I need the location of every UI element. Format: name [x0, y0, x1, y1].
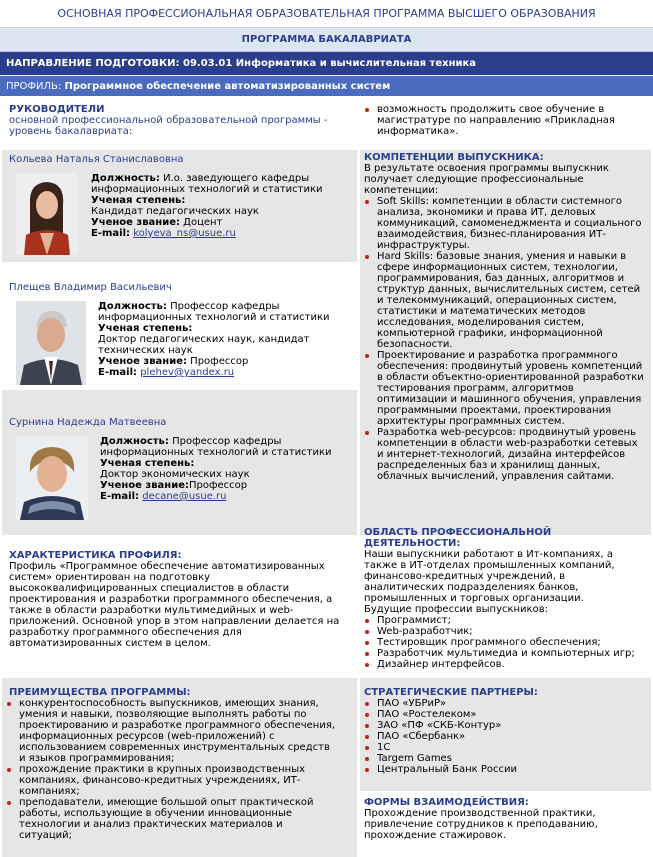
list-item: Разработчик мультимедиа и компьютерных игр; [360, 648, 647, 659]
partners-section [360, 678, 651, 791]
advantages-section [2, 678, 357, 857]
person-name: Плещев Владимир Васильевич [9, 282, 172, 293]
list-item: Центральный Банк России [360, 764, 647, 775]
partners-title: СТРАТЕГИЧЕСКИЕ ПАРТНЕРЫ: [364, 687, 538, 698]
position-value: Профессор кафедры информационных технологий и статистики [100, 436, 332, 458]
position-value: Профессор кафедры информационных технологий и статистики [98, 301, 330, 323]
professions-intro: Будущие профессии выпускников: [364, 604, 548, 615]
professional-area-text: Наши выпускники работают в Ит-компаниях, а также в ИТ-отделах промышленных компаний, финансово-кредитных учреждений, в аналитических подразделениях банков, промышленных и торговых организации. [364, 549, 615, 604]
degree-label: Ученая степень: [100, 458, 195, 469]
profile-characteristic-title: ХАРАКТЕРИСТИКА ПРОФИЛЯ: [9, 550, 182, 561]
list-item: возможность продолжить свое обучение в магистратуре по направлению «Прикладная информатика». [360, 104, 630, 137]
email-link[interactable]: decane@usue.ru [142, 491, 227, 502]
rank-value: Профессор [190, 356, 249, 367]
person-name: Кольева Наталья Станиславовна [9, 154, 184, 165]
list-item: Web-разработчик; [360, 626, 647, 637]
list-item: Разработка web-ресурсов: продвинутый уровень компетенции в области web-разработки сетевых и интернет-технологий, дизайна интерфейсов распределенных баз и хранилищ данных, облачных вычислений, управления сайтами. [360, 427, 647, 482]
leaders-subtitle: основной профессиональной образовательной программы - уровень бакалавриата: [9, 115, 328, 137]
advantages-list [2, 698, 337, 841]
position-value: И.о. заведующего кафедры информационных технологий и статистики [91, 173, 323, 195]
degree-value: Доктор экономических наук [100, 469, 250, 480]
position-label: Должность: [100, 436, 169, 447]
program-level: ПРОГРАММА БАКАЛАВРИАТА [0, 28, 653, 52]
master-list [360, 104, 630, 137]
professional-area-title: ОБЛАСТЬ ПРОФЕССИОНАЛЬНОЙ ДЕЯТЕЛЬНОСТИ: [364, 527, 552, 549]
list-item: ПАО «УБРиР» [360, 698, 647, 709]
degree-label: Ученая степень: [91, 195, 186, 206]
profile-characteristic-text: Профиль «Программное обеспечение автоматизированных систем» ориентирован на подготовку высококвалифицированных специалистов в области проектирования и разработки программного обеспечения, а также в области разработки мультимедийных и web-приложений. Основной упор в этом направлении делается на разработку программного обеспечения для автоматизированных систем в целом. [9, 561, 340, 649]
list-item: ПАО «Ростелеком» [360, 709, 647, 720]
interaction-section [360, 794, 651, 857]
list-item: 1С [360, 742, 647, 753]
email-label: E-mail: [91, 228, 131, 239]
portrait-image [16, 301, 86, 385]
degree-value: Кандидат педагогических наук [91, 206, 259, 217]
list-item: конкурентоспособность выпускников, имеющих знания, умения и навыки, позволяющие выполнять работы по проектированию и разработке программного обеспечения, информационных ресурсов (web-приложений) с использованием современных инструментальных средств и языков программирования; [2, 698, 337, 764]
professions-list [360, 615, 647, 670]
list-item: Soft Skills: компетенции в области системного анализа, экономики и права ИТ, деловых коммуникаций, самоменеджмента и социального взаимодействия, бизнес-планирования ИТ-инфраструктуры. [360, 196, 647, 251]
email-link[interactable]: kolyeva_ns@usue.ru [133, 228, 236, 239]
list-item: Дизайнер интерфейсов. [360, 659, 647, 670]
list-item: Hard Skills: базовые знания, умения и навыки в сфере информационных систем, технологии, программирования, баз данных, алгоритмов и структур данных, вычислительных систем, сетей и телекоммуникаций, операционных систем, статистики и математических методов исследования, моделирования систем, компьютерной графики, информационной безопасности. [360, 251, 647, 350]
leaders-section [2, 104, 357, 152]
person-card [2, 390, 357, 535]
person-card [2, 265, 357, 387]
person-info [91, 173, 351, 239]
competencies-title: КОМПЕТЕНЦИИ ВЫПУСКНИКА: [364, 152, 544, 163]
list-item: Тестировщик программного обеспечения; [360, 637, 647, 648]
content-grid [0, 97, 653, 857]
direction-label: НАПРАВЛЕНИЕ ПОДГОТОВКИ: [6, 58, 180, 69]
competencies-intro: В результате освоения программы выпускник получает следующие профессиональные компетенции: [364, 163, 609, 196]
profile-band [0, 75, 653, 96]
list-item: преподаватели, имеющие большой опыт практической работы, использующие в обучении инновационные технологии и анализ практических материалов и ситуаций; [2, 797, 337, 841]
degree-value: Доктор педагогических наук, кандидат технических наук [98, 334, 310, 356]
partners-list [360, 698, 647, 775]
master-section [360, 104, 651, 150]
portrait-image [16, 436, 88, 520]
person-photo [16, 301, 86, 385]
degree-label: Ученая степень: [98, 323, 193, 334]
leaders-title: РУКОВОДИТЕЛИ [9, 104, 105, 115]
person-info [100, 436, 352, 502]
person-name: Сурнина Надежда Матвеевна [9, 417, 167, 428]
rank-label: Ученое звание: [98, 356, 187, 367]
list-item: прохождение практики в крупных производственных компаниях, финансово-кредитных учреждениях, ИТ-компаниях; [2, 764, 337, 797]
competencies-list [360, 196, 647, 482]
profile-label: ПРОФИЛЬ: [6, 81, 62, 92]
rank-value: Профессор [188, 480, 248, 491]
rank-label: Ученое звание: [100, 480, 189, 491]
list-item: ЗАО «ПФ «СКБ-Контур» [360, 720, 647, 731]
list-item: Targem Games [360, 753, 647, 764]
email-label: E-mail: [100, 491, 140, 502]
person-photo [16, 436, 88, 520]
list-item: Проектирование и разработка программного обеспечения: продвинутый уровень компетенций в области объектно-ориентированной разработки тестирования программ, алгоритмов оптимизации и машинного обучения, управления программными проектами, проектирования архитектуры программных систем. [360, 350, 647, 427]
portrait-image [16, 173, 78, 255]
direction-value: 09.03.01 Информатика и вычислительная техника [182, 58, 477, 69]
professional-area-section [360, 523, 651, 678]
person-card [2, 150, 357, 262]
list-item: Программист; [360, 615, 647, 626]
email-label: E-mail: [98, 367, 138, 378]
rank-value: Доцент [183, 217, 223, 228]
rank-label: Ученое звание: [91, 217, 180, 228]
interaction-title: ФОРМЫ ВЗАИМОДЕЙСТВИЯ: [364, 797, 529, 808]
page-title: ОСНОВНАЯ ПРОФЕССИОНАЛЬНАЯ ОБРАЗОВАТЕЛЬНАЯ ПРОГРАММА ВЫСШЕГО ОБРАЗОВАНИЯ [0, 0, 653, 28]
direction-band [0, 52, 653, 75]
profile-value: Программное обеспечение автоматизированных систем [64, 81, 391, 92]
person-info [98, 301, 353, 378]
email-link[interactable]: plehev@yandex.ru [140, 367, 235, 378]
person-photo [16, 173, 78, 255]
advantages-title: ПРЕИМУЩЕСТВА ПРОГРАММЫ: [9, 687, 191, 698]
position-label: Должность: [91, 173, 160, 184]
interaction-text: Прохождение производственной практики, привлечение сотрудников к преподаванию, прохождение стажировок. [364, 808, 598, 841]
competencies-section [360, 150, 651, 535]
profile-characteristic-section [2, 538, 357, 683]
list-item: ПАО «Сбербанк» [360, 731, 647, 742]
position-label: Должность: [98, 301, 167, 312]
